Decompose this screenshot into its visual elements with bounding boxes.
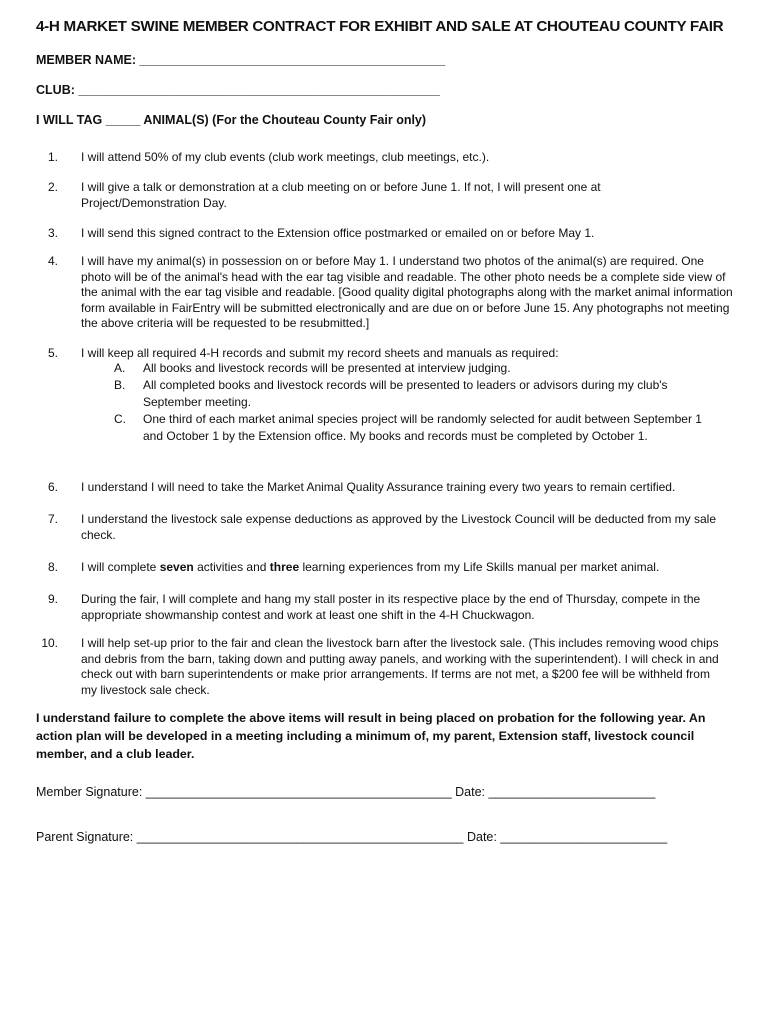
sub-item-letter: B. [114,378,126,392]
item-number: 7. [47,512,58,526]
item-text-part: learning experiences from my Life Skills manual per market animal. [299,560,660,574]
item-text: I will have my animal(s) in possession on or before May 1. I understand two photos of the animal(s) are required. One photo will be of the animal's head with the ear tag visible and readable. The other photo needs be a complete side view of the animal with the ear tag visible and readable. [Good quality digital photographs along with the market animal information form available in FairEntry will be submitted electronically and are due on or before June 15. Any photographs not meeting the above criteria will be requested to be resubmitted.] [81,254,733,331]
item-number: 1. [47,150,58,164]
sub-item-letter: A. [114,361,126,375]
sub-item-text: All completed books and livestock records will be presented to leaders or advisors during my club's September meeting. [143,378,668,409]
item-text [81,560,741,576]
emphasis-seven: seven [159,560,194,574]
document-title: 4-H MARKET SWINE MEMBER CONTRACT FOR EXHIBIT AND SALE AT CHOUTEAU COUNTY FAIR [36,18,724,35]
tag-count-field[interactable]: I WILL TAG _____ ANIMAL(S) (For the Chouteau County Fair only) [36,113,427,127]
item-text: I understand I will need to take the Market Animal Quality Assurance training every two years to remain certified. [81,480,676,494]
item-number: 2. [47,180,58,194]
member-signature-field[interactable]: Member Signature: ____________________________________________ Date: ________________________ [36,785,656,799]
sub-item-text: All books and livestock records will be presented at interview judging. [143,361,511,375]
item-text: I will keep all required 4-H records and submit my record sheets and manuals as required: [81,346,559,360]
item-text: I understand the livestock sale expense deductions as approved by the Livestock Council will be deducted from my sale check. [81,512,717,542]
item-number: 9. [47,592,58,606]
parent-signature-field[interactable]: Parent Signature: _______________________________________________ Date: ________________________ [36,830,668,844]
item-number: 10. [41,636,58,650]
emphasis-three: three [269,560,300,574]
item-number: 4. [47,254,58,268]
probation-warning: I understand failure to complete the above items will result in being placed on probation for the following year. An action plan will be developed in a meeting including a minimum of, my parent, Extension staff, livestock council member, and a club leader. [36,711,706,761]
item-text-part: I will complete [81,560,160,574]
item-number: 3. [47,226,58,240]
item-text: I will give a talk or demonstration at a club meeting on or before June 1. If not, I will present one at Project/Demonstration Day. [81,180,601,210]
item-text: I will send this signed contract to the Extension office postmarked or emailed on or before May 1. [81,226,595,240]
item-text: I will attend 50% of my club events (club work meetings, club meetings, etc.). [81,150,490,164]
item-number: 6. [47,480,58,494]
item-number: 5. [47,346,58,360]
item-text-part: activities and [193,560,270,574]
sub-item-text: One third of each market animal species project will be randomly selected for audit between September 1 and October 1 by the Extension office. My books and records must be completed by October 1. [143,412,702,443]
item-text: I will help set-up prior to the fair and clean the livestock barn after the livestock sale. (This includes removing wood chips and debris from the barn, taking down and putting away panels, and working with the superintendent). I will check in and check out with barn superintendents or make prior arrangements. If terms are not met, a $200 fee will be withheld from my livestock sale check. [81,636,719,697]
member-name-field[interactable]: MEMBER NAME: ____________________________________________ [36,53,446,67]
sub-item-letter: C. [114,412,126,426]
club-field[interactable]: CLUB: ____________________________________________________ [36,83,440,97]
item-text: During the fair, I will complete and hang my stall poster in its respective place by the end of Thursday, compete in the appropriate showmanship contest and work at least one shift in the 4-H Chuckwagon. [81,592,701,622]
item-number: 8. [47,560,58,574]
